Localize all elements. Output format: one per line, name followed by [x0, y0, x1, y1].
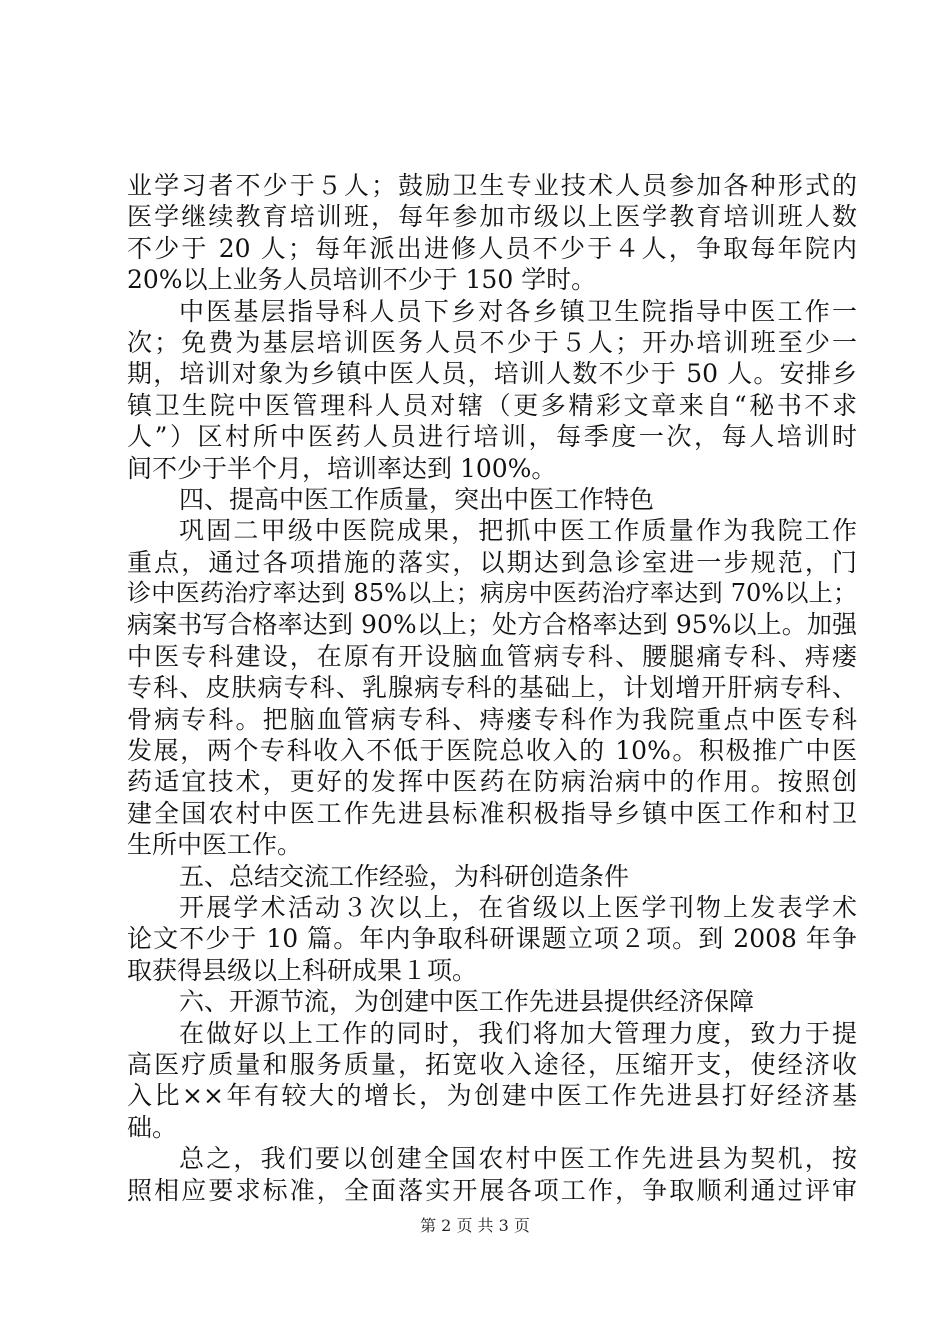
text-line: 药适宜技术，更好的发挥中医药在防病治病中的作用。按照创 [127, 767, 857, 797]
text-line: 次；免费为基层培训医务人员不少于５人；开办培训班至少一 [127, 327, 857, 357]
text-line: 五、总结交流工作经验，为科研创造条件 [179, 861, 630, 891]
text-line: 照相应要求标准，全面落实开展各项工作，争取顺利通过评审 [127, 1175, 857, 1205]
text-line: 不少于 20 人；每年派出进修人员不少于４人，争取每年院内 [127, 233, 857, 263]
text-line: 医学继续教育培训班，每年参加市级以上医学教育培训班人数 [127, 202, 857, 232]
text-line: 中医专科建设，在原有开设脑血管病专科、腰腿痛专科、痔瘘 [127, 641, 857, 671]
text-line: 建全国农村中医工作先进县标准积极指导乡镇中医工作和村卫 [127, 798, 857, 828]
document-body [127, 170, 857, 1206]
text-line: 业学习者不少于５人；鼓励卫生专业技术人员参加各种形式的 [127, 171, 857, 200]
text-line: 中医基层指导科人员下乡对各乡镇卫生院指导中医工作一 [179, 296, 857, 326]
text-line: 取获得县级以上科研成果１项。 [127, 955, 478, 985]
text-line: 专科、皮肤病专科、乳腺病专科的基础上，计划增开肝病专科、 [127, 673, 857, 703]
text-line: 巩固二甲级中医院成果，把抓中医工作质量作为我院工作 [179, 516, 857, 546]
text-line: 期，培训对象为乡镇中医人员，培训人数不少于 50 人。安排乡 [127, 359, 857, 389]
text-line: 骨病专科。把脑血管病专科、痔瘘专科作为我院重点中医专科 [127, 704, 857, 734]
text-line: 六、开源节流，为创建中医工作先进县提供经济保障 [179, 987, 755, 1017]
text-line: 重点，通过各项措施的落实，以期达到急诊室进一步规范，门 [127, 547, 857, 577]
text-line: 发展，两个专科收入不低于医院总收入的 10%。积极推广中医 [127, 736, 857, 766]
text-line: 论文不少于 10 篇。年内争取科研课题立项２项。到 2008 年争 [127, 924, 857, 954]
text-line: 入比××年有较大的增长，为创建中医工作先进县打好经济基 [127, 1081, 857, 1111]
text-line: 在做好以上工作的同时，我们将加大管理力度，致力于提 [179, 1018, 857, 1048]
page-footer: 第 2 页 共 3 页 [420, 1216, 530, 1235]
text-line: 20%以上业务人员培训不少于 150 学时。 [127, 265, 597, 295]
text-line: 间不少于半个月，培训率达到 100%。 [127, 453, 557, 483]
text-line: 总之，我们要以创建全国农村中医工作先进县为契机，按 [179, 1144, 857, 1174]
text-line: 四、提高中医工作质量，突出中医工作特色 [179, 484, 655, 514]
text-line: 高医疗质量和服务质量，拓宽收入途径，压缩开支，使经济收 [127, 1049, 857, 1079]
text-line: 人”）区村所中医药人员进行培训，每季度一次，每人培训时 [127, 422, 857, 452]
text-line: 诊中医药治疗率达到 85%以上；病房中医药治疗率达到 70%以上； [127, 579, 857, 608]
text-line: 生所中医工作。 [127, 830, 303, 860]
text-line: 开展学术活动３次以上，在省级以上医学刊物上发表学术 [179, 892, 857, 922]
text-line: 病案书写合格率达到 90%以上；处方合格率达到 95%以上。加强 [127, 610, 857, 640]
text-line: 础。 [127, 1112, 178, 1142]
text-line: 镇卫生院中医管理科人员对辖（更多精彩文章来自“秘书不求 [127, 390, 857, 420]
